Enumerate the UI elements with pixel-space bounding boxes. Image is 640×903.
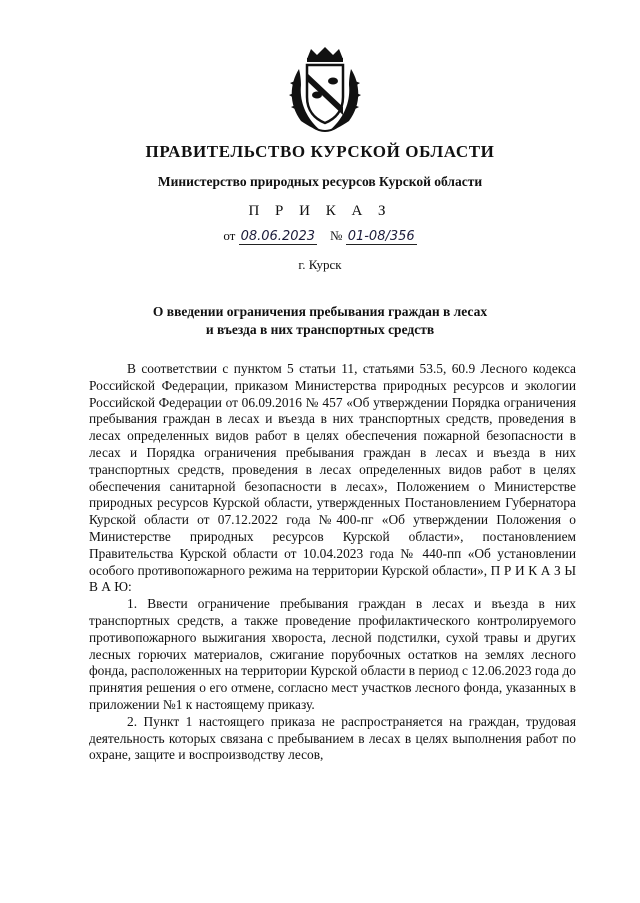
date-number-line (0, 228, 640, 245)
handwritten-number: 01-08/356 (347, 229, 415, 244)
title-line-2: и въезда в них транспортных средств (205, 322, 435, 337)
number-prefix: № (330, 228, 343, 243)
paragraph-item-1: 1. Ввести ограничение пребывания граждан в лесах и въезда в них транспортных средств, а также проведение профилактического контролируемого противопожарного выжигания хвороста, лесной подстилки, сухой травы и других лесных горючих материалов, сжигание порубочных остатков на землях лесного фонда, расположенных на территории Курской области в период с 12.06.2023 года до принятия решения о его отмене, согласно мест участков лесного фонда, указанных в приложении №1 к настоящему приказу. (89, 596, 576, 712)
title-line-1: О введении ограничения пребывания граждан в лесах (152, 304, 488, 319)
document-title (0, 303, 640, 339)
handwritten-date: 08.06.2023 (240, 229, 316, 244)
date-prefix: от (223, 228, 236, 243)
paragraph-preamble: В соответствии с пунктом 5 статьи 11, статьями 53.5, 60.9 Лесного кодекса Российской Федерации, приказом Министерства природных ресурсов и экологии Российской Федерации от 06.09.2016 № 457 «Об утверждении Порядка ограничения пребывания граждан в лесах и въезда в них транспортных средств, проведения в лесах определенных видов работ в целях обеспечения пожарной безопасности в лесах и Порядка ограничения пребывания граждан в лесах и въезда в них транспортных средств, проведения в лесах определенных видов работ в целях обеспечения санитарной безопасности в лесах», Положением о Министерстве природных ресурсов Курской области, утвержденных Постановлением Губернатора Курской области от 07.12.2022 года №400-пг «Об утверждении Положения о Министерстве природных ресурсов Курской области», постановлением Правительства Курской области от 10.04.2023 года № 440-пп «Об установлении особого противопожарного режима на территории Курской области», П Р И К А З Ы В А Ю: (89, 361, 576, 595)
paragraph-item-2: 2. Пункт 1 настоящего приказа не распространяется на граждан, трудовая деятельность которых связана с пребыванием в лесах в целях выполнения работ по охране, защите и воспроизводству лесов, (89, 713, 576, 763)
document-type: П Р И К А З (248, 203, 392, 219)
document-body (89, 361, 576, 764)
government-heading: ПРАВИТЕЛЬСТВО КУРСКОЙ ОБЛАСТИ (145, 142, 495, 161)
coat-of-arms-icon (287, 45, 363, 135)
city: г. Курск (298, 257, 342, 272)
ministry-name: Министерство природных ресурсов Курской области (157, 174, 483, 189)
